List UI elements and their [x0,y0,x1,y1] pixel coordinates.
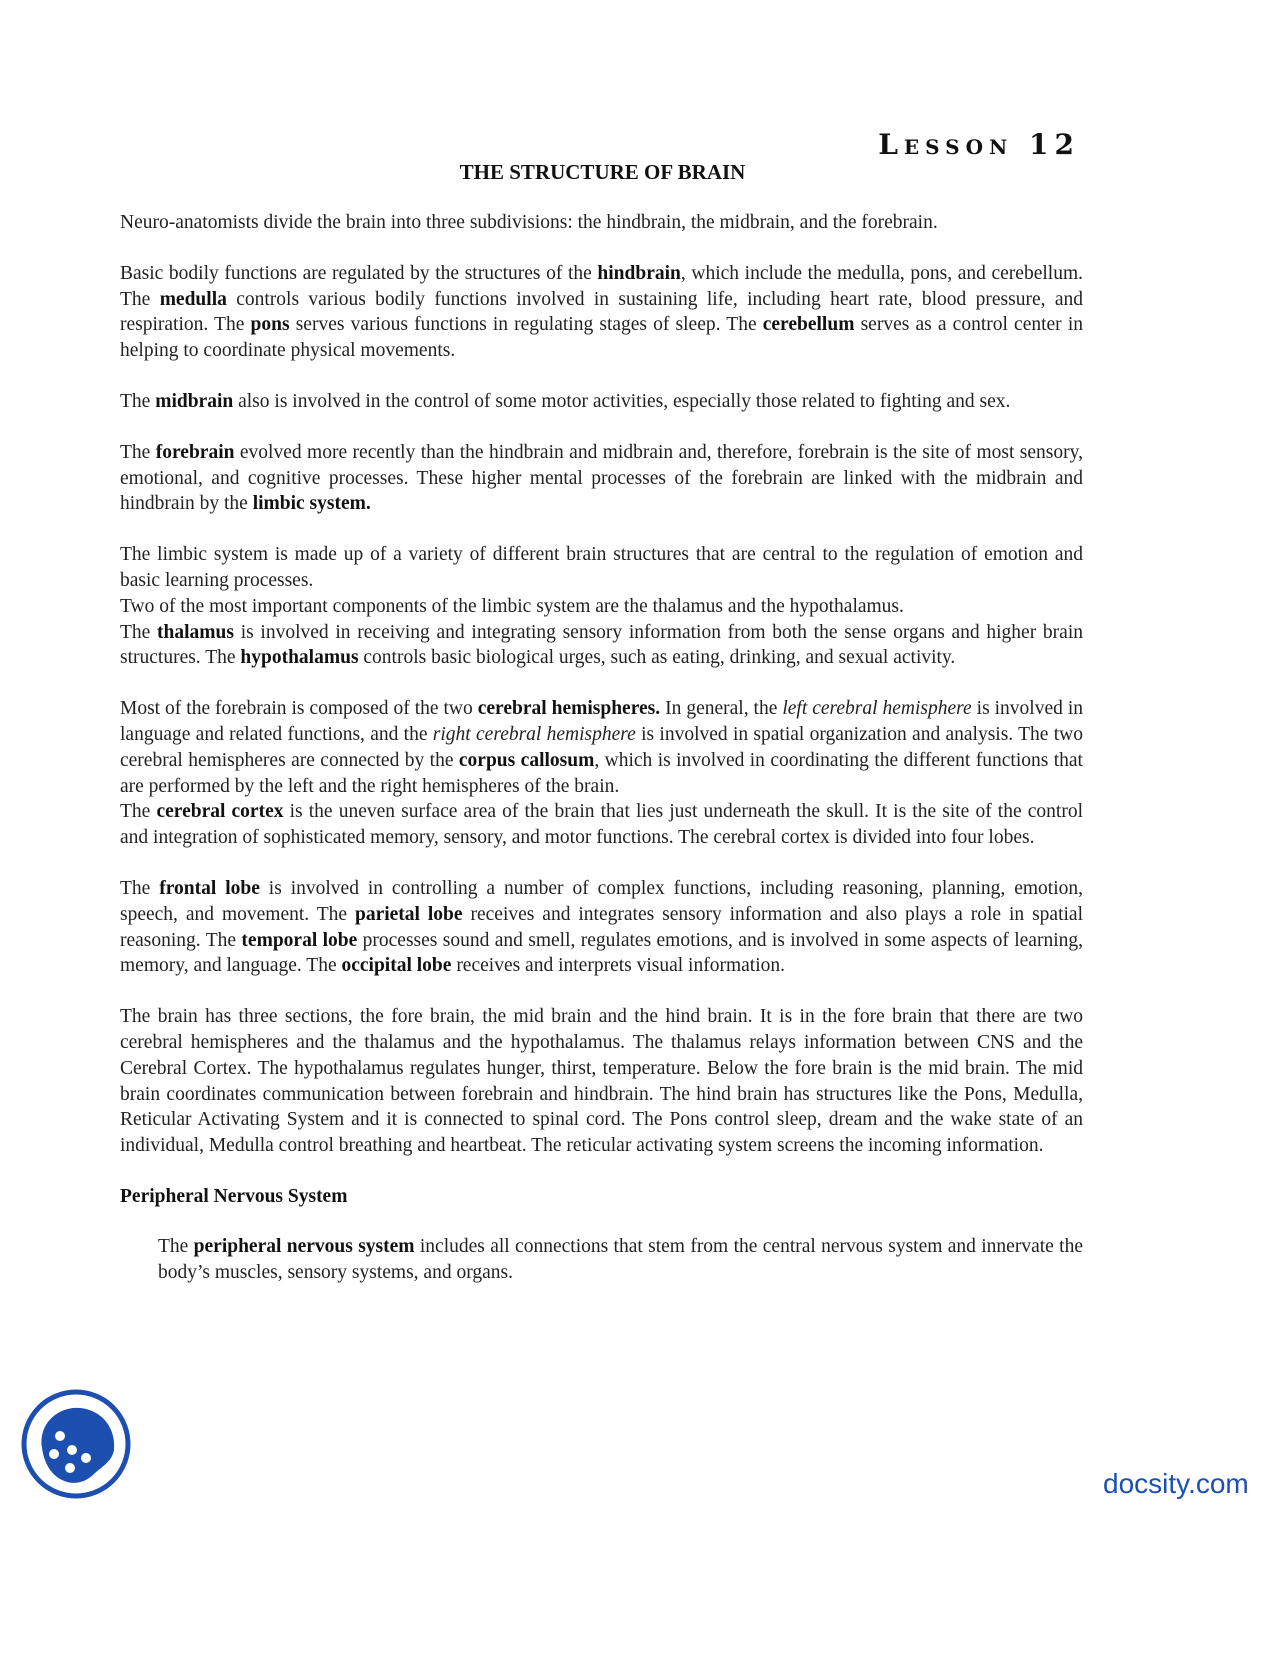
paragraph-hemispheres [120,696,1083,851]
text-run: controls basic biological urges, such as eating, drinking, and sexual activity. [358,647,956,669]
term-temporal-lobe: temporal lobe [241,929,358,951]
text-run: Most of the forebrain is composed of the two [120,698,478,720]
term-midbrain: midbrain [155,390,234,412]
term-cerebral-hemispheres: cerebral hemispheres. [477,698,661,720]
term-hypothalamus: hypothalamus [240,647,359,669]
term-hindbrain: hindbrain [597,262,681,284]
text-run: serves various functions in regulating stages of sleep. The [289,314,763,336]
text-run: processes sound and smell, regulates emotions, and is involved in some aspects of learning, memory, and language. The [120,929,1083,977]
text-run: The [120,441,156,463]
term-corpus-callosum: corpus callosum [458,749,595,771]
text-line [120,799,1083,851]
term-cerebral-cortex: cerebral cortex [156,801,284,823]
text-line: The limbic system is made up of a variety of different brain structures that are central to the regulation of emotion and basic learning processes. [120,544,1083,591]
page-title: THE STRUCTURE OF BRAIN [459,160,746,184]
term-occipital-lobe: occipital lobe [341,955,452,977]
document-body [120,210,1083,1310]
text-run: serves as a control center in helping to coordinate physical movements. [120,314,1083,362]
paragraph-forebrain [120,440,1083,517]
docsity-logo-icon [20,1388,132,1500]
text-run: is the uneven surface area of the brain that lies just underneath the skull. It is the site of the control and integration of sophisticated memory, sensory, and motor functions. The cerebral cortex is divided into four lobes. [120,801,1083,849]
term-cerebellum: cerebellum [762,314,855,336]
text-run: is involved in language and related functions, and the [120,698,1084,745]
paragraph-limbic [120,542,1083,671]
text-run: , which is involved in coordinating the different functions that are performed by the left and the right hemispheres of the brain. [120,749,1083,797]
text-run: , which include the medulla, pons, and cerebellum. The [120,262,1083,310]
text-run: The [158,1235,194,1257]
paragraph-summary: The brain has three sections, the fore brain, the mid brain and the hind brain. It is in the fore brain that there are two cerebral hemispheres and the thalamus and the hypothalamus. The thalamus relays information between CNS and the Cerebral Cortex. The hypothalamus regulates hunger, thirst, temperature. Below the fore brain is the mid brain. The mid brain coordinates communication between forebrain and hindbrain. The hind brain has structures like the Pons, Medulla, Reticular Activating System and it is connected to spinal cord. The Pons control sleep, dream and the wake state of an individual, Medulla control breathing and heartbeat. The reticular activating system screens the incoming information. [120,1006,1083,1157]
text-run: The [120,390,156,412]
text-run: The [120,621,158,643]
term-pons: pons [250,314,290,336]
section-heading: Peripheral Nervous System [120,1185,348,1207]
text-line [120,620,1083,672]
text-run: evolved more recently than the hindbrain and midbrain and, therefore, forebrain is the site of most sensory, emotional, and cognitive processes. These higher mental processes of the forebrain are linked with the midbrain and hindbrain by the [120,441,1083,515]
text-run: also is involved in the control of some motor activities, especially those related to fighting and sex. [233,390,1011,412]
term-parietal-lobe: parietal lobe [354,903,463,925]
term-thalamus: thalamus [157,621,234,643]
text-run: receives and interprets visual information. [451,955,785,977]
term-forebrain: forebrain [155,441,235,463]
text-line [120,696,1083,799]
text-run: The [120,877,160,899]
text-run: controls various bodily functions involved in sustaining life, including heart rate, blood pressure, and respiration. The [120,288,1083,336]
paragraph-intro: Neuro-anatomists divide the brain into three subdivisions: the hindbrain, the midbrain, and the forebrain. [120,212,938,233]
paragraph-midbrain [120,389,1083,415]
text-run: In general, the [660,698,783,720]
term-frontal-lobe: frontal lobe [159,877,260,899]
term-right-hemisphere: right cerebral hemisphere [432,723,636,745]
text-line: Two of the most important components of the limbic system are the thalamus and the hypothalamus. [120,595,904,617]
paragraph-hindbrain [120,261,1083,364]
text-run: Basic bodily functions are regulated by the structures of the [120,262,598,284]
paragraph-peripheral [158,1234,1083,1286]
term-medulla: medulla [159,288,227,310]
text-run: is involved in spatial organization and analysis. The two cerebral hemispheres are connected by the [120,723,1083,771]
text-run: receives and integrates sensory information and also plays a role in spatial reasoning. The [120,903,1083,951]
docsity-watermark[interactable]: docsity.com [1103,1468,1249,1499]
term-limbic-system: limbic system. [252,493,371,515]
term-left-hemisphere: left cerebral hemisphere [782,698,972,720]
text-run: is involved in controlling a number of complex functions, including reasoning, planning, emotion, speech, and movement. The [120,877,1083,925]
text-run: is involved in receiving and integrating sensory information from both the sense organs and higher brain structures. The [120,621,1083,669]
lesson-number: Lesson 12 [878,128,1080,161]
text-run: includes all connections that stem from the central nervous system and innervate the body’s muscles, sensory systems, and organs. [158,1235,1083,1283]
paragraph-lobes [120,876,1083,979]
text-run: The [120,801,157,823]
term-peripheral-nervous-system: peripheral nervous system [193,1235,415,1257]
